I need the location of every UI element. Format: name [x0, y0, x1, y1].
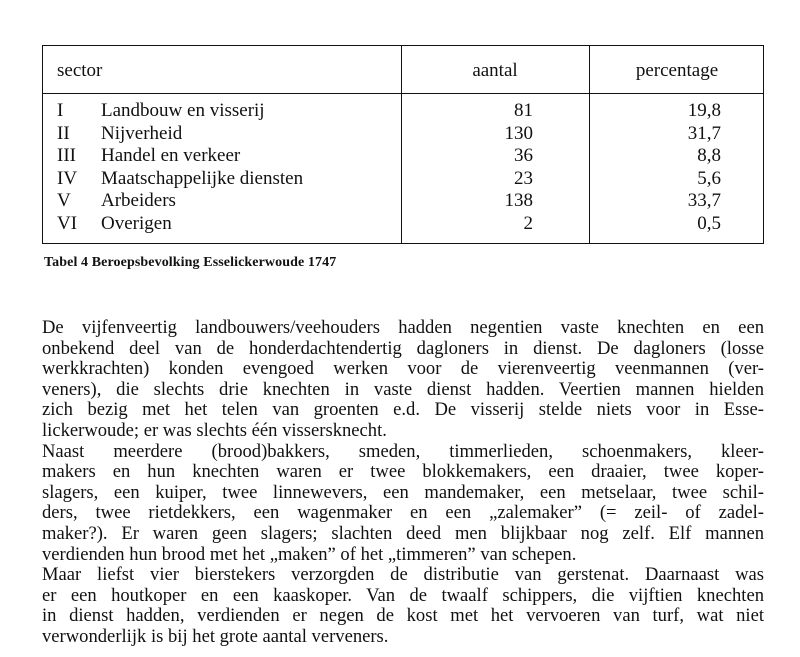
body-text [42, 318, 764, 648]
occupation-table [42, 45, 764, 244]
text-line: verdienden hun brood met het „maken” of het „timmeren” van schepen. [42, 543, 577, 565]
text-line: De vijfenveertig landbouwers/veehouders hadden negentien vaste knechten en een [42, 317, 764, 338]
sector-number: III [57, 145, 76, 166]
sector-name: Landbouw en visserij [101, 100, 265, 121]
paragraph [42, 565, 764, 647]
paragraph [42, 442, 764, 566]
sector-name: Maatschappelijke diensten [101, 167, 304, 189]
text-line: in dienst hadden, verdienden er negen de kost met het vervoeren van turf, wat niet [42, 605, 764, 627]
sector-number: VI [57, 212, 78, 234]
sector-count: 138 [504, 190, 533, 211]
table-row [43, 145, 763, 168]
text-line: verwonderlijk is bij het grote aantal verveners. [42, 625, 389, 647]
table-row [43, 100, 763, 123]
table-body [43, 100, 763, 235]
text-line: werkkrachten) konden evengoed werken voor de vierenveertig veenmannen (ver- [42, 358, 764, 380]
text-line: Maar liefst vier bierstekers verzorgden de distributie van gerstenat. Daarnaast was [42, 564, 764, 586]
sector-count: 81 [514, 100, 533, 121]
sector-percentage: 31,7 [687, 122, 721, 144]
sector-count: 130 [504, 122, 533, 144]
text-line: onbekend deel van de honderdachtendertig dagloners in dienst. De dagloners (losse [42, 337, 764, 359]
table-row [43, 213, 763, 236]
sector-name: Overigen [101, 212, 172, 234]
table-row [43, 168, 763, 191]
text-line: Naast meerdere (brood)bakkers, smeden, timmerlieden, schoenmakers, kleer- [42, 440, 764, 462]
text-line: lickerwoude; er was slechts één vissersknecht. [42, 419, 387, 441]
sector-percentage: 33,7 [687, 190, 721, 211]
sector-count: 23 [514, 167, 533, 189]
sector-number: II [57, 122, 70, 144]
table-caption: Tabel 4 Beroepsbevolking Esselickerwoude 1747 [44, 255, 337, 270]
table-row [43, 123, 763, 146]
sector-number: IV [57, 167, 78, 189]
sector-name: Arbeiders [101, 190, 176, 211]
text-line: er een houtkoper en een kaaskoper. Van de twaalf schippers, die vijftien knechten [42, 584, 764, 606]
text-line: slagers, een kuiper, twee linnewevers, een mandemaker, een metselaar, twee schil- [42, 481, 764, 503]
sector-name: Nijverheid [101, 122, 183, 144]
sector-number: V [57, 190, 71, 211]
paragraph [42, 318, 764, 442]
text-line: zich bezig met het telen van groenten e.d. De visserij stelde niets voor in Esse- [42, 399, 764, 421]
text-line: veners), die slechts drie knechten in vaste dienst hadden. Veertien mannen hielden [42, 378, 764, 400]
sector-percentage: 19,8 [687, 100, 721, 121]
header-aantal: aantal [472, 60, 518, 81]
text-line: makers en hun knechten waren er twee blokkemakers, een draaier, twee koper- [42, 461, 764, 483]
sector-count: 2 [523, 212, 533, 234]
text-line: maker?). Er waren geen slagers; slachten deed men blijkbaar nog zelf. Elf mannen [42, 522, 764, 544]
text-line: ders, twee rietdekkers, een wagenmaker en een „zalemaker” (= zeil- of zadel- [42, 502, 764, 524]
sector-percentage: 5,6 [697, 167, 721, 189]
header-sector: sector [57, 60, 103, 81]
sector-name: Handel en verkeer [101, 145, 241, 166]
table-row [43, 190, 763, 213]
sector-percentage: 8,8 [697, 145, 721, 166]
header-percentage: percentage [635, 60, 719, 81]
sector-percentage: 0,5 [697, 212, 721, 234]
sector-number: I [57, 100, 64, 121]
header-divider [43, 93, 763, 94]
sector-count: 36 [514, 145, 533, 166]
